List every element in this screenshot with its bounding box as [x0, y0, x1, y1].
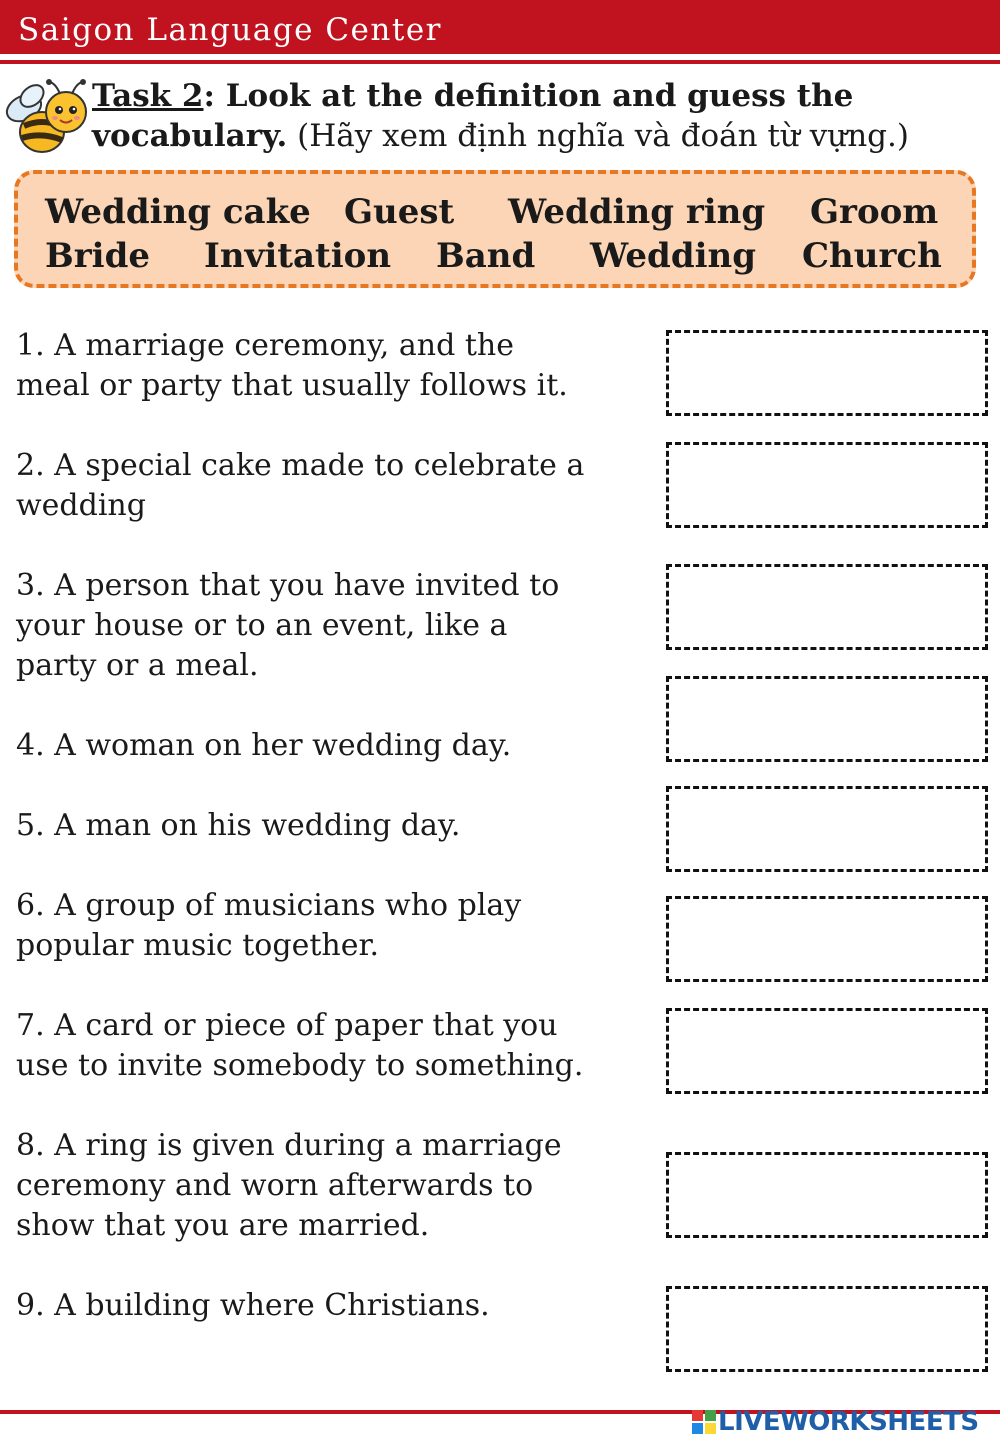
- footer-brand[interactable]: [692, 1404, 979, 1440]
- question-2: [16, 446, 646, 526]
- word-bank-item: Church: [802, 236, 942, 276]
- word-bank-item: Bride: [45, 236, 150, 276]
- question-text: 9. A building where Christians.: [16, 1288, 490, 1323]
- word-bank-item: Invitation: [204, 236, 392, 276]
- question-9: [16, 1286, 646, 1326]
- question-text: 8. A ring is given during a marriage: [16, 1128, 562, 1163]
- question-text: 7. A card or piece of paper that you: [16, 1008, 558, 1043]
- header-title: Saigon Language Center: [18, 12, 442, 48]
- word-bank-item: Guest: [344, 192, 455, 232]
- task-label: Task 2: [92, 78, 204, 114]
- question-4: [16, 726, 646, 766]
- task-instruction-text: : Look at the definition and guess the vocabulary.: [92, 78, 854, 154]
- question-text: 3. A person that you have invited to: [16, 568, 560, 603]
- header-divider: [0, 60, 1000, 64]
- question-text: use to invite somebody to something.: [16, 1048, 584, 1083]
- question-5: [16, 806, 646, 846]
- question-text: ceremony and worn afterwards to: [16, 1168, 534, 1203]
- question-text: show that you are married.: [16, 1208, 430, 1243]
- question-text: meal or party that usually follows it.: [16, 368, 568, 403]
- brand-name: LIVEWORKSHEETS: [718, 1407, 979, 1437]
- question-7: [16, 1006, 646, 1086]
- task-translation: (Hãy xem định nghĩa và đoán từ vựng.): [287, 118, 909, 154]
- header-bar: [0, 0, 1000, 54]
- word-bank-item: Wedding cake: [45, 192, 311, 232]
- question-text: party or a meal.: [16, 648, 259, 683]
- question-text: popular music together.: [16, 928, 380, 963]
- answer-box-5[interactable]: [666, 786, 988, 872]
- question-text: your house or to an event, like a: [16, 608, 508, 643]
- answer-box-6[interactable]: [666, 896, 988, 982]
- question-text: 4. A woman on her wedding day.: [16, 728, 512, 763]
- answer-box-1[interactable]: [666, 330, 988, 416]
- answer-box-9[interactable]: [666, 1286, 988, 1372]
- task-instruction: [92, 76, 992, 156]
- liveworksheets-logo-icon: [692, 1410, 716, 1434]
- question-8: [16, 1126, 646, 1246]
- answer-box-2[interactable]: [666, 442, 988, 528]
- question-1: [16, 326, 646, 406]
- word-bank-item: Wedding: [590, 236, 756, 276]
- word-bank-item: Band: [436, 236, 536, 276]
- question-6: [16, 886, 646, 966]
- answer-box-7[interactable]: [666, 1008, 988, 1094]
- question-text: 2. A special cake made to celebrate a: [16, 448, 585, 483]
- bee-icon: [2, 74, 90, 158]
- word-bank-item: Wedding ring: [508, 192, 766, 232]
- question-text: 1. A marriage ceremony, and the: [16, 328, 514, 363]
- answer-box-4[interactable]: [666, 676, 988, 762]
- question-text: wedding: [16, 488, 146, 523]
- question-3: [16, 566, 646, 686]
- answer-box-8[interactable]: [666, 1152, 988, 1238]
- answer-box-3[interactable]: [666, 564, 988, 650]
- question-text: 5. A man on his wedding day.: [16, 808, 461, 843]
- word-bank-item: Groom: [810, 192, 939, 232]
- question-text: 6. A group of musicians who play: [16, 888, 522, 923]
- word-bank: [14, 170, 976, 288]
